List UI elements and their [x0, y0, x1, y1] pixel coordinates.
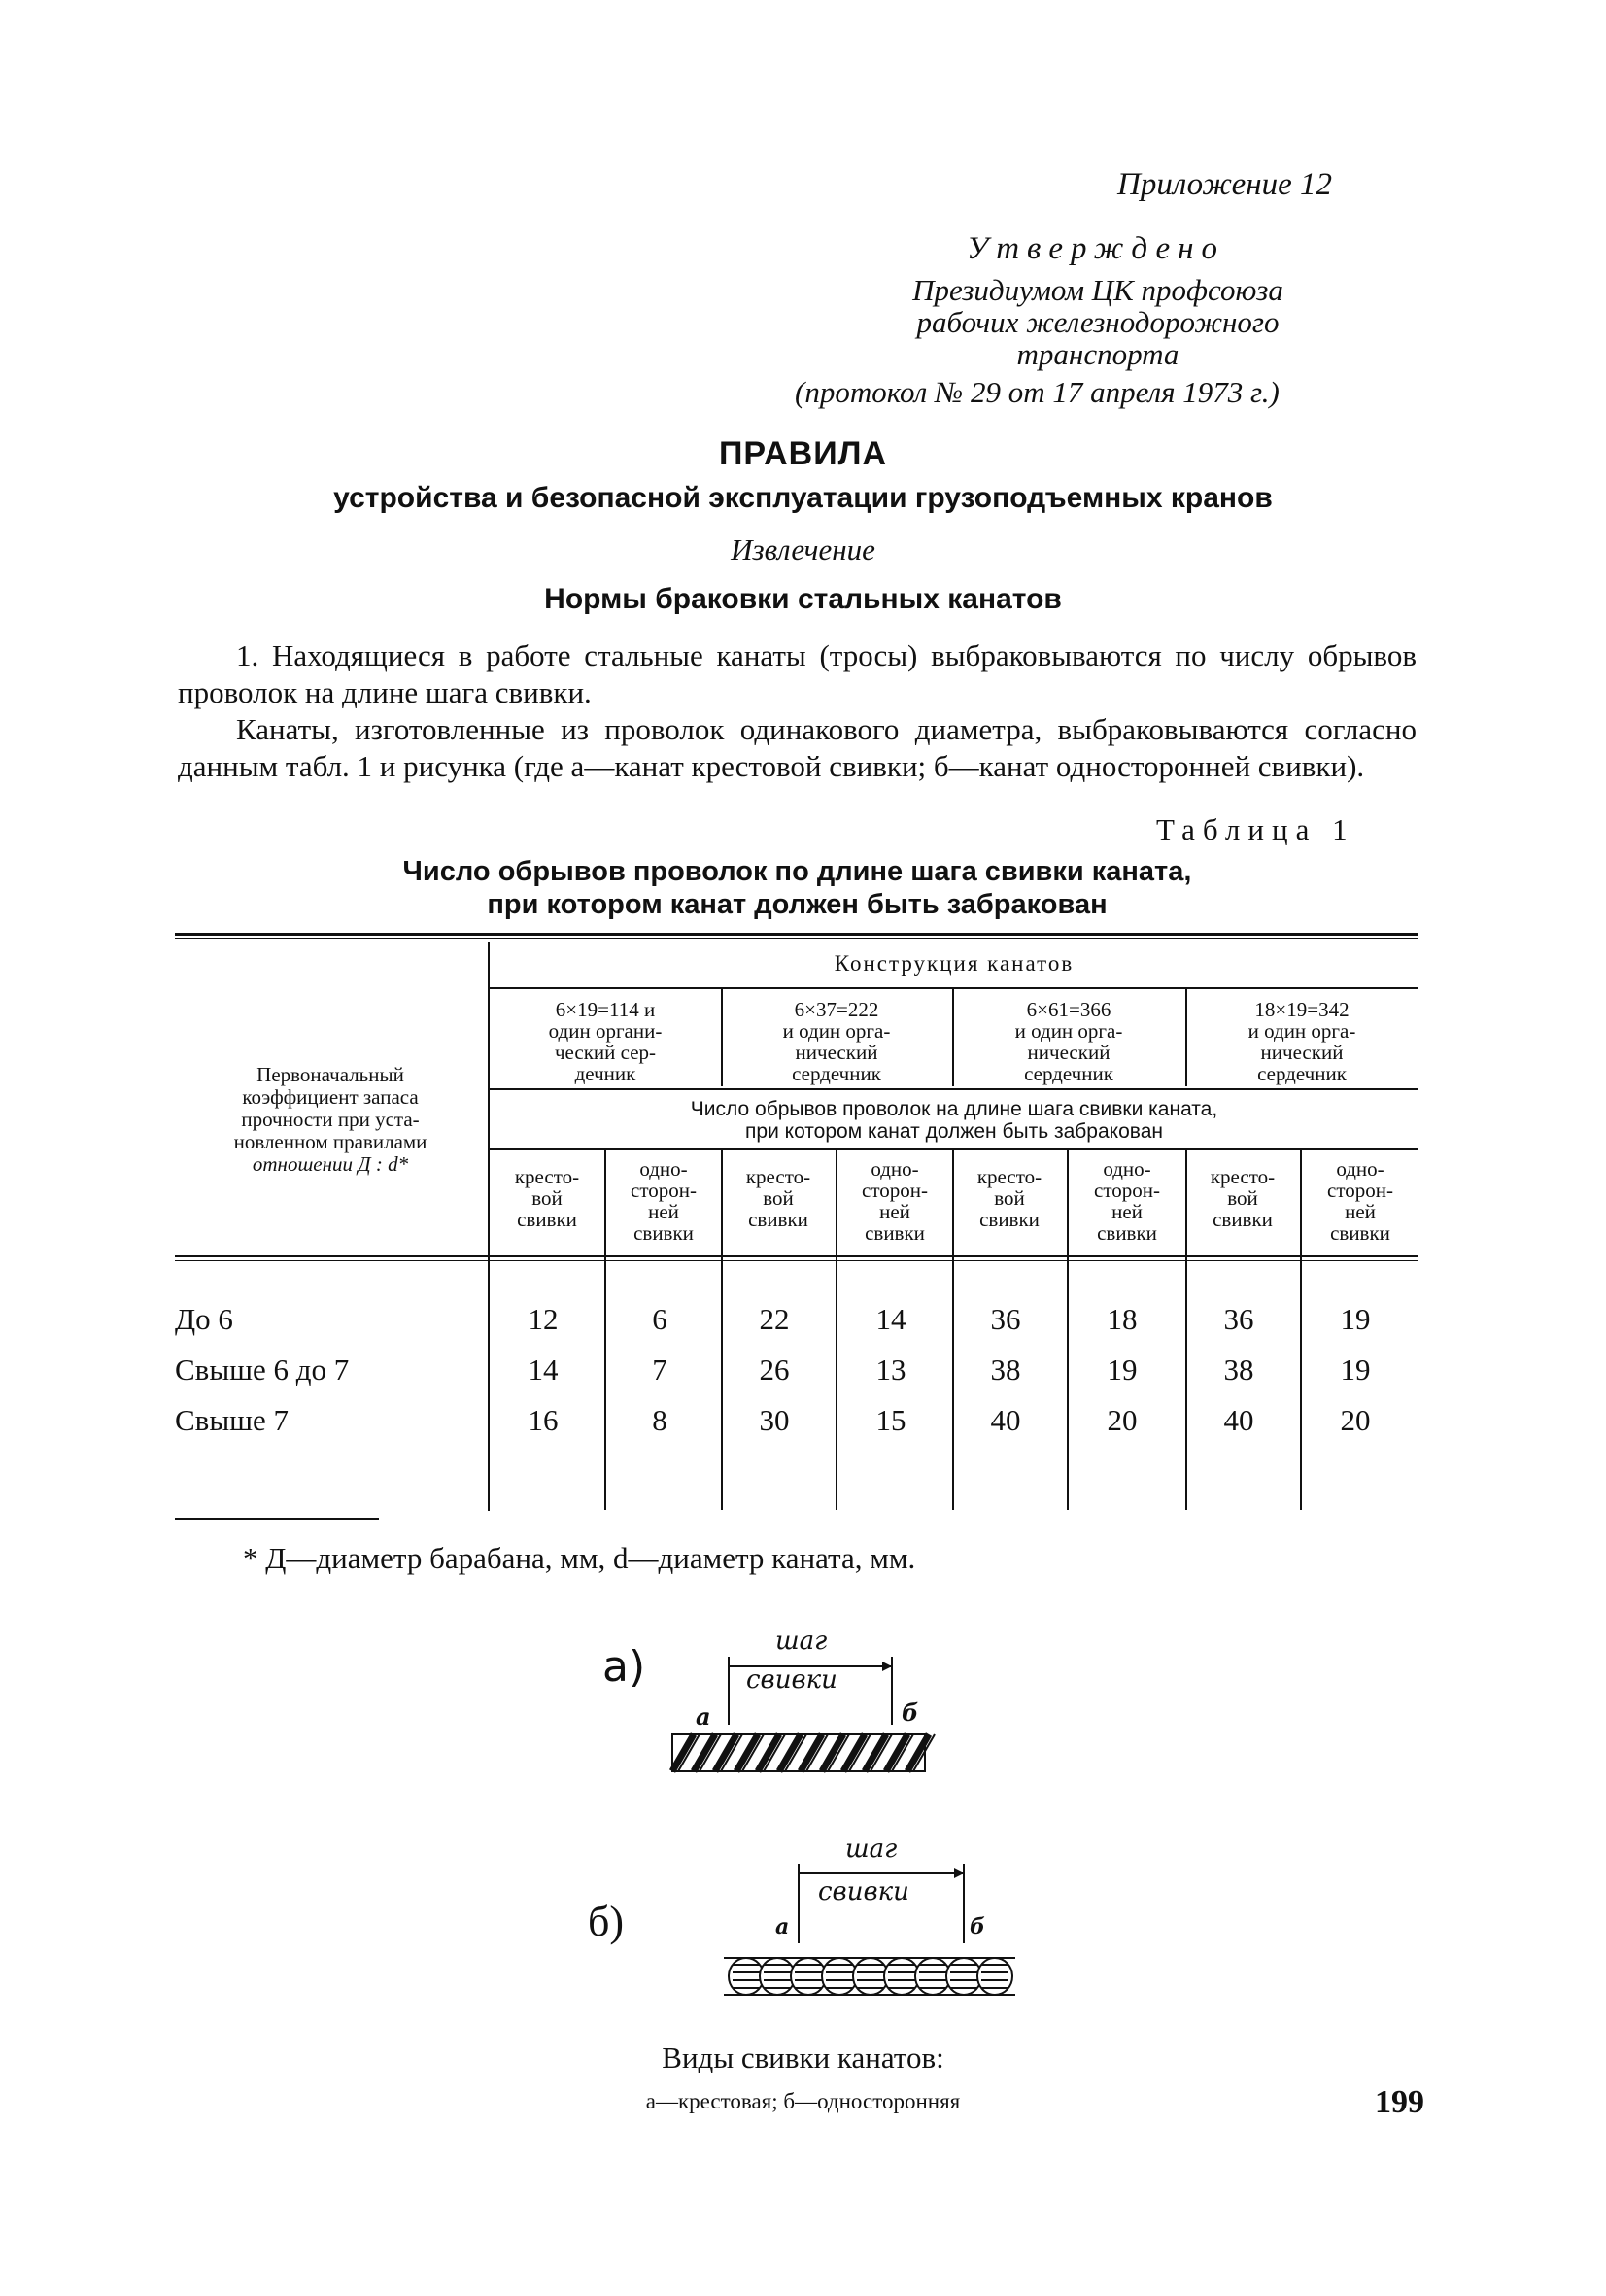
document-subtitle: устройства и безопасной эксплуатации грузоподъемных кранов	[333, 482, 1273, 514]
s3c: свивки	[748, 1208, 808, 1231]
table-cell: 19	[1107, 1353, 1138, 1387]
s7a: кресто-	[1210, 1165, 1276, 1188]
c4-line-1: 18×19=342	[1254, 998, 1350, 1021]
sub-cross-1	[490, 1166, 604, 1230]
rope-rejection-table	[175, 933, 1418, 1525]
s5c: свивки	[979, 1208, 1040, 1231]
sub-one-4	[1302, 1158, 1418, 1244]
s6b: сторон-	[1094, 1179, 1160, 1202]
table-cell: 7	[652, 1353, 667, 1387]
protocol-note: (протокол № 29 от 17 апреля 1973 г.)	[795, 375, 1280, 409]
table-footnote	[243, 1541, 915, 1576]
paragraph-2: Канаты, изготовленные из проволок одинакового диаметра, выбраковываются согласно данным табл. 1 и рисунка (где а—канат крестовой свивки; б—канат односторонней свивки).	[178, 712, 1417, 783]
table-cell: 20	[1340, 1403, 1371, 1437]
point-b-label-1: б	[902, 1698, 919, 1727]
rope-strand	[791, 1958, 826, 1995]
s1b: вой	[531, 1186, 563, 1210]
paragraph-1: 1. Находящиеся в работе стальные канаты (тросы) выбраковываются по числу обрывов проволок на длине шага свивки.	[178, 638, 1417, 709]
point-a-label-2: а	[775, 1914, 790, 1939]
step-label-a-top: шаг	[775, 1627, 828, 1656]
figure-b-label: б)	[588, 1898, 625, 1945]
s2c: ней	[648, 1200, 679, 1223]
rope-strand	[760, 1958, 795, 1995]
table-cell: 38	[990, 1353, 1021, 1387]
approved-by-line-1: Президиумом ЦК профсоюза	[912, 273, 1283, 307]
s2d: свивки	[633, 1221, 694, 1245]
figure-subcaption: а—крестовая; б—односторонняя	[645, 2089, 961, 2113]
point-b-label-2: б	[970, 1914, 985, 1939]
page-number: 199	[1375, 2084, 1424, 2120]
construction-group-header: Конструкция канатов	[834, 951, 1075, 976]
document-title: ПРАВИЛА	[718, 435, 888, 472]
s2b: сторон-	[631, 1179, 697, 1202]
construction-18x19	[1185, 999, 1418, 1084]
row-label-1: До 6	[175, 1302, 233, 1336]
coef-header-line-2: коэффициент запаса	[242, 1085, 419, 1109]
coef-header-line-4: новленном правилами	[233, 1130, 427, 1153]
construction-6x61	[952, 999, 1185, 1084]
table-cell: 14	[875, 1302, 906, 1336]
table-cell: 30	[759, 1403, 790, 1437]
table-cell: 19	[1340, 1353, 1371, 1387]
sub-one-1	[606, 1158, 721, 1244]
sub-cross-2	[721, 1166, 836, 1230]
table-cell: 36	[990, 1302, 1021, 1336]
coef-header-line-5: отношении Д : d*	[252, 1152, 409, 1176]
table-cell: 14	[528, 1353, 559, 1387]
table-cell: 8	[652, 1403, 667, 1437]
c3-line-4: сердечник	[1024, 1062, 1113, 1085]
s1c: свивки	[517, 1208, 577, 1231]
rope-strand	[822, 1958, 857, 1995]
s2a: одно-	[639, 1157, 688, 1181]
s3b: вой	[763, 1186, 794, 1210]
s6a: одно-	[1103, 1157, 1151, 1181]
c1-line-1: 6×19=114 и	[555, 998, 656, 1021]
section-heading: Нормы браковки стальных канатов	[544, 583, 1062, 615]
table-cell: 13	[875, 1353, 906, 1387]
coef-header-line-3: прочности при уста-	[241, 1108, 420, 1131]
rope-strand	[977, 1958, 1012, 1995]
c4-line-3: нический	[1260, 1041, 1344, 1064]
table-cell: 16	[528, 1403, 559, 1437]
table-caption-line-1: Число обрывов проволок по длине шага свивки каната,	[402, 856, 1192, 887]
step-label-b-top: шаг	[845, 1834, 898, 1864]
sub-one-2	[837, 1158, 952, 1244]
coefficient-column-header	[175, 1064, 486, 1176]
sub-cross-4	[1185, 1166, 1300, 1230]
breaks-header-line-2: при котором канат должен быть забракован	[745, 1120, 1163, 1143]
s5b: вой	[994, 1186, 1025, 1210]
s1a: кресто-	[514, 1165, 580, 1188]
table-cell: 15	[875, 1403, 906, 1437]
step-label-b-bottom: свивки	[818, 1877, 909, 1906]
c2-line-1: 6×37=222	[794, 998, 879, 1021]
c3-line-1: 6×61=366	[1026, 998, 1111, 1021]
table-number: Таблица 1	[1156, 812, 1355, 846]
table-cell: 12	[528, 1302, 559, 1336]
breaks-header	[490, 1098, 1418, 1143]
row-label-3: Свыше 7	[175, 1403, 290, 1437]
sub-cross-3	[952, 1166, 1067, 1230]
s5a: кресто-	[976, 1165, 1042, 1188]
rope-strand	[884, 1958, 919, 1995]
c2-line-4: сердечник	[792, 1062, 881, 1085]
s8b: сторон-	[1327, 1179, 1393, 1202]
step-label-a-bottom: свивки	[746, 1665, 837, 1695]
approved-label: Утверждено	[967, 231, 1225, 266]
construction-6x19	[490, 999, 721, 1084]
table-cell: 38	[1223, 1353, 1254, 1387]
s7c: свивки	[1213, 1208, 1273, 1231]
table-cell: 36	[1223, 1302, 1254, 1336]
rope-strand	[946, 1958, 981, 1995]
row-label-2: Свыше 6 до 7	[175, 1353, 350, 1387]
c4-line-2: и один орга-	[1247, 1019, 1356, 1043]
c1-line-3: ческий сер-	[554, 1041, 657, 1064]
table-cell: 40	[1223, 1403, 1254, 1437]
s8c: ней	[1345, 1200, 1376, 1223]
s8d: свивки	[1330, 1221, 1390, 1245]
table-cell: 18	[1107, 1302, 1138, 1336]
c4-line-4: сердечник	[1257, 1062, 1347, 1085]
approved-by	[806, 274, 1389, 370]
s4d: свивки	[865, 1221, 925, 1245]
rope-strand	[915, 1958, 950, 1995]
coef-header-line-1: Первоначальный	[256, 1063, 404, 1086]
c1-line-4: дечник	[574, 1062, 636, 1085]
c3-line-2: и один орга-	[1014, 1019, 1123, 1043]
figure-caption: Виды свивки канатов:	[662, 2040, 944, 2074]
approved-by-line-3: транспорта	[1016, 337, 1179, 371]
s6d: свивки	[1097, 1221, 1157, 1245]
c1-line-2: один органи-	[548, 1019, 663, 1043]
s4c: ней	[879, 1200, 910, 1223]
approved-by-line-2: рабочих железнодорожного	[916, 305, 1280, 339]
table-cell: 6	[652, 1302, 667, 1336]
point-a-label-1: а	[696, 1702, 711, 1731]
s4b: сторон-	[862, 1179, 928, 1202]
sub-one-3	[1069, 1158, 1185, 1244]
s4a: одно-	[871, 1157, 919, 1181]
table-cell: 19	[1340, 1302, 1371, 1336]
extract-label: Извлечение	[731, 532, 875, 566]
table-caption	[178, 855, 1417, 921]
rope-strand	[853, 1958, 888, 1995]
s8a: одно-	[1336, 1157, 1384, 1181]
table-cell: 40	[990, 1403, 1021, 1437]
rope-strand	[729, 1958, 764, 1995]
s6c: ней	[1111, 1200, 1143, 1223]
construction-6x37	[721, 999, 952, 1084]
c3-line-3: нический	[1027, 1041, 1111, 1064]
table-cell: 22	[759, 1302, 790, 1336]
s3a: кресто-	[745, 1165, 811, 1188]
table-cell: 20	[1107, 1403, 1138, 1437]
figure-a-label: а)	[602, 1642, 646, 1692]
c2-line-2: и один орга-	[782, 1019, 891, 1043]
c2-line-3: нический	[795, 1041, 878, 1064]
breaks-header-line-1: Число обрывов проволок на длине шага свивки каната,	[690, 1098, 1218, 1120]
table-caption-line-2: при котором канат должен быть забракован	[487, 889, 1108, 920]
appendix-label: Приложение 12	[1117, 167, 1332, 202]
table-cell: 26	[759, 1353, 790, 1387]
s7b: вой	[1227, 1186, 1258, 1210]
footnote-text: * Д—диаметр барабана, мм, d—диаметр каната, мм.	[243, 1541, 916, 1575]
